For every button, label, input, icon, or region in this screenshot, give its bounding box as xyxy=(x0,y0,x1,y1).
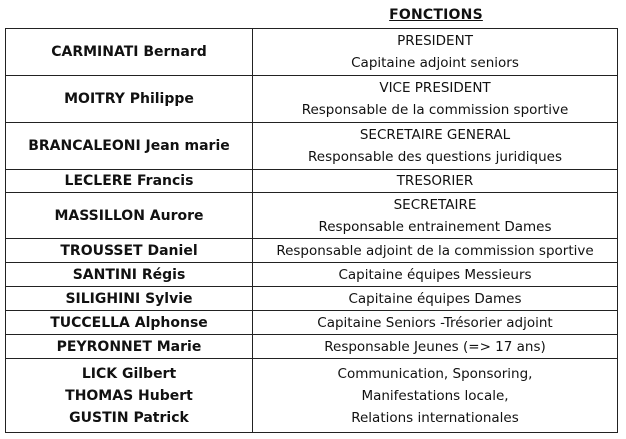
role-cell xyxy=(253,76,618,123)
member-name-cell xyxy=(6,193,253,239)
member-name: MOITRY Philippe xyxy=(64,91,194,107)
member-name-cell xyxy=(6,311,253,335)
role-cell xyxy=(253,287,618,311)
role-line: Responsable de la commission sportive xyxy=(301,102,569,118)
role-line: Manifestations locale, xyxy=(361,387,509,404)
member-name-cell xyxy=(6,123,253,170)
committee-table xyxy=(5,28,618,433)
role-line: SECRETAIRE xyxy=(393,196,477,213)
role-cell xyxy=(253,335,618,359)
role-cell xyxy=(253,123,618,170)
table-row xyxy=(6,359,618,433)
table-row xyxy=(6,263,618,287)
table-row xyxy=(6,311,618,335)
member-name: SILIGHINI Sylvie xyxy=(65,290,193,307)
member-name: TROUSSET Daniel xyxy=(60,242,198,259)
member-name: MASSILLON Aurore xyxy=(54,207,204,224)
role-line: Capitaine adjoint seniors xyxy=(351,55,519,71)
role-cell xyxy=(253,263,618,287)
member-name: GUSTIN Patrick xyxy=(69,409,189,426)
role-cell xyxy=(253,193,618,239)
role-line: Communication, Sponsoring, xyxy=(337,365,533,382)
member-name-cell xyxy=(6,76,253,123)
table-row xyxy=(6,335,618,359)
member-name: LICK Gilbert xyxy=(81,365,177,382)
role-line: Responsable adjoint de la commission sportive xyxy=(276,242,594,259)
member-name-cell xyxy=(6,287,253,311)
table-row xyxy=(6,170,618,193)
member-name-cell xyxy=(6,263,253,287)
member-name: SANTINI Régis xyxy=(72,266,186,283)
member-name: PEYRONNET Marie xyxy=(56,338,202,355)
role-cell xyxy=(253,311,618,335)
table-row xyxy=(6,287,618,311)
fonctions-heading: FONCTIONS xyxy=(389,7,483,23)
role-line: Relations internationales xyxy=(351,409,519,426)
member-name-cell xyxy=(6,29,253,76)
role-line: Responsable entrainement Dames xyxy=(318,218,552,235)
member-name: CARMINATI Bernard xyxy=(51,44,207,60)
member-name: TUCCELLA Alphonse xyxy=(50,314,208,331)
role-cell xyxy=(253,359,618,433)
role-line: Responsable des questions juridiques xyxy=(308,149,562,165)
member-name-cell xyxy=(6,335,253,359)
member-name-cell xyxy=(6,359,253,433)
member-name: BRANCALEONI Jean marie xyxy=(28,138,230,154)
role-line: SECRETAIRE GENERAL xyxy=(359,127,511,143)
role-cell xyxy=(253,29,618,76)
role-cell xyxy=(253,239,618,263)
member-name-cell xyxy=(6,239,253,263)
role-cell xyxy=(253,170,618,193)
table-row xyxy=(6,193,618,239)
role-line: TRESORIER xyxy=(396,173,474,189)
table-row xyxy=(6,239,618,263)
table-row xyxy=(6,123,618,170)
role-line: Capitaine équipes Messieurs xyxy=(338,266,532,283)
member-name: THOMAS Hubert xyxy=(65,387,193,404)
table-row xyxy=(6,76,618,123)
role-line: Responsable Jeunes (=> 17 ans) xyxy=(324,338,546,355)
role-line: VICE PRESIDENT xyxy=(379,80,491,96)
role-line: Capitaine Seniors -Trésorier adjoint xyxy=(317,314,553,331)
table-row xyxy=(6,29,618,76)
member-name-cell xyxy=(6,170,253,193)
role-line: Capitaine équipes Dames xyxy=(348,290,522,307)
member-name: LECLERE Francis xyxy=(64,173,194,189)
role-line: PRESIDENT xyxy=(397,33,473,49)
